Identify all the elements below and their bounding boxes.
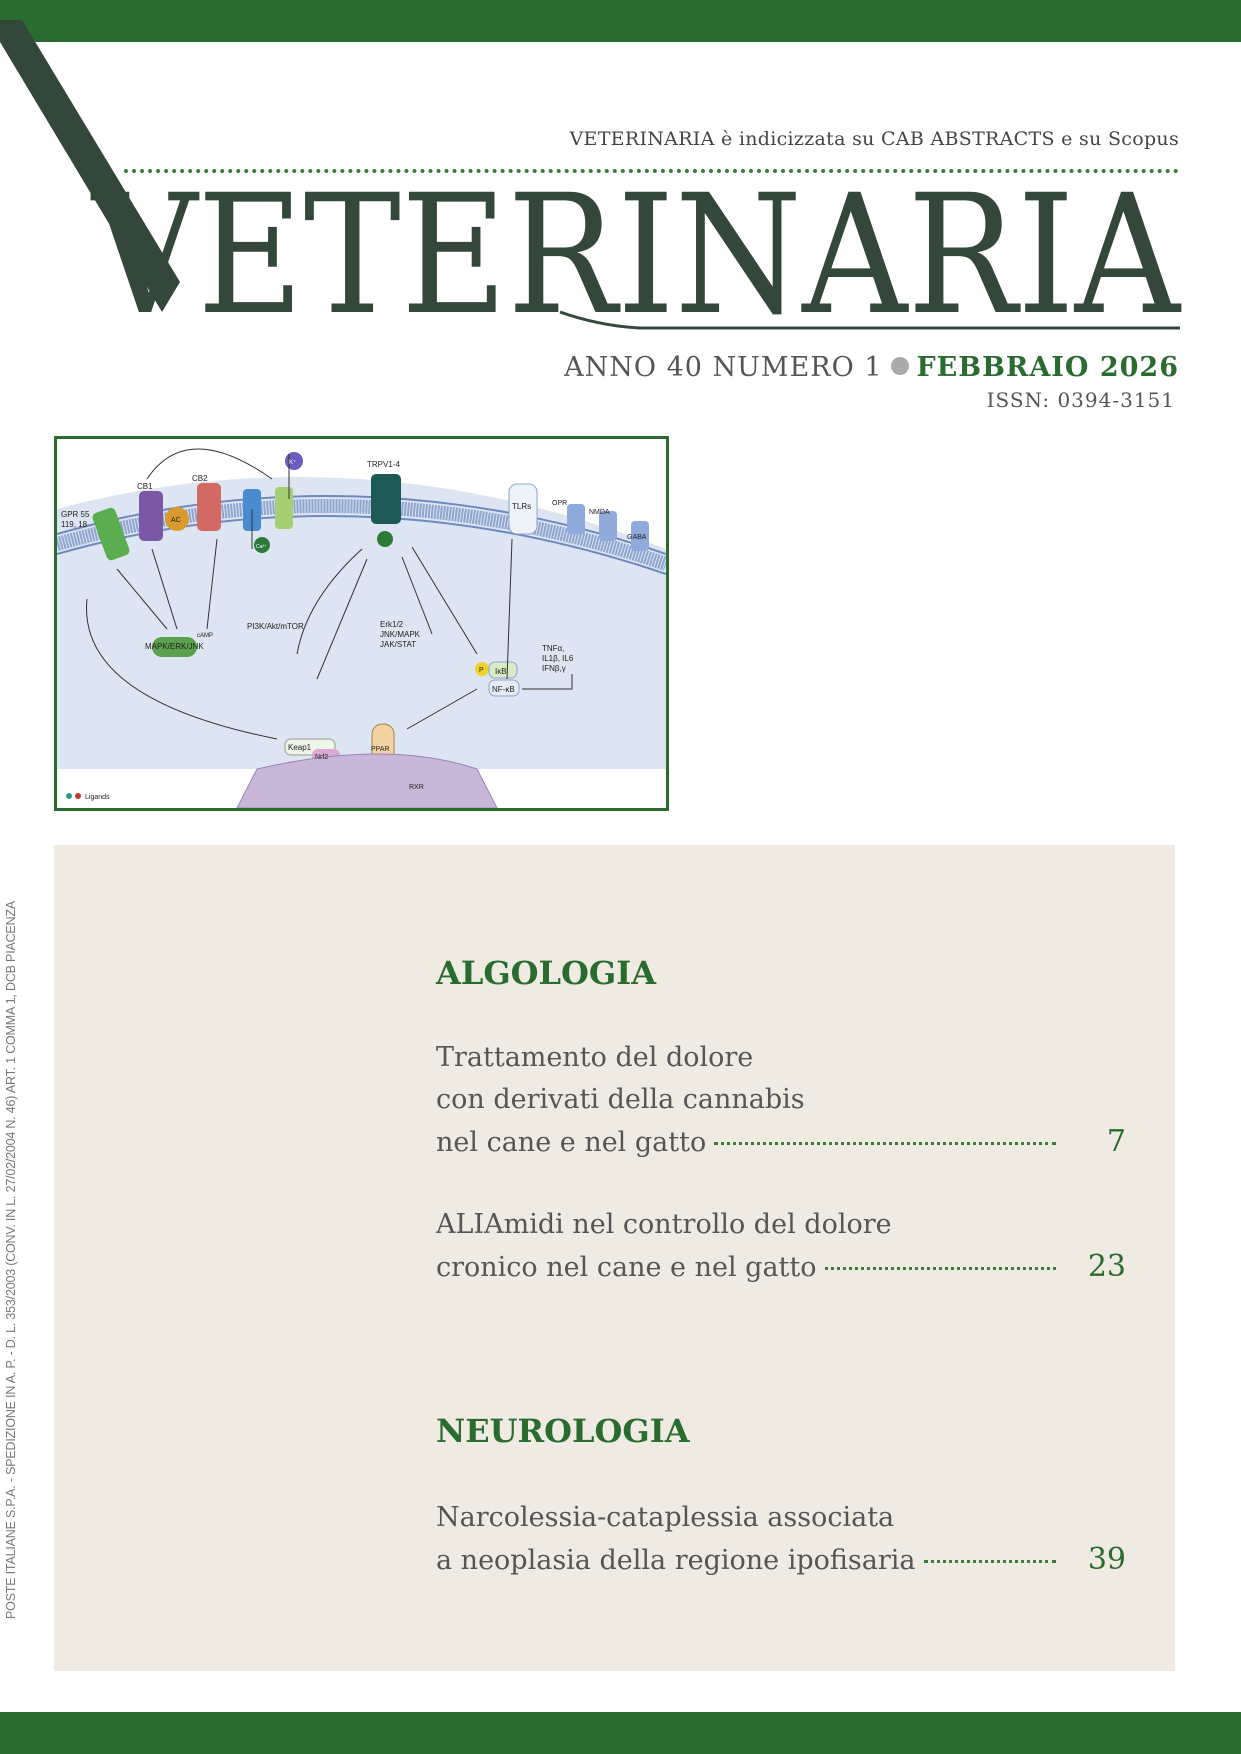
masthead-title: VETERINARIA	[90, 159, 1182, 340]
entry-line: a neoplasia della regione ipofisaria	[436, 1545, 916, 1576]
label-opr: OPR	[552, 500, 568, 507]
entry-line: ALIAmidi nel controllo del dolore	[436, 1209, 892, 1240]
indexing-note: VETERINARIA è indicizzata su CAB ABSTRACTS e su Scopus	[569, 128, 1179, 150]
section-heading-algologia: ALGOLOGIA	[436, 954, 657, 992]
label-ac: AC	[171, 517, 181, 524]
label-gpr2: 119, 18	[61, 520, 88, 529]
label-nrf2: Nrf2	[315, 754, 329, 761]
toc-entry[interactable]	[436, 1204, 1126, 1289]
entry-line: Narcolessia-cataplessia associata	[436, 1502, 895, 1533]
dot-leader	[924, 1560, 1057, 1563]
cover-figure	[54, 436, 669, 811]
entry-line: con derivati della cannabis	[436, 1084, 805, 1115]
label-ppar: PPAR	[371, 746, 390, 753]
dotted-divider	[124, 169, 1179, 173]
label-nfkb: NF-κB	[492, 685, 515, 694]
issue-date: FEBBRAIO 2026	[916, 352, 1179, 383]
label-mapk: MAPK/ERK/JNK	[145, 642, 204, 651]
bottom-bar	[0, 1712, 1241, 1754]
postal-notice: POSTE ITALIANE S.P.A. - SPEDIZIONE IN A. P. - D. L. 353/2003 (CONV. IN L. 27/02/2004 N. 46) ART. 1 COMMA 1, DCB PIACENZA	[4, 901, 18, 1619]
label-rxr: RXR	[409, 784, 424, 791]
label-ligands: Ligands	[85, 794, 110, 801]
page-number: 39	[1087, 1542, 1126, 1577]
masthead-logo	[0, 20, 1241, 340]
label-erk1: Erk1/2	[380, 620, 404, 629]
dot-leader	[714, 1142, 1056, 1145]
label-keap1: Keap1	[288, 743, 312, 752]
label-cb1: CB1	[137, 482, 153, 491]
label-tnf1: TNFα,	[542, 644, 565, 653]
label-p: P	[479, 667, 484, 674]
label-tnf3: IFNβ,γ	[542, 664, 566, 673]
label-gpr: GPR 55	[61, 510, 90, 519]
issue-number: ANNO 40 NUMERO 1	[564, 352, 883, 383]
toc-entry[interactable]	[436, 1037, 1126, 1164]
label-k: K⁺	[289, 460, 297, 466]
label-trpv: TRPV1-4	[367, 460, 400, 469]
entry-line: nel cane e nel gatto	[436, 1127, 707, 1158]
signaling-diagram	[57, 439, 666, 808]
label-erk2: JNK/MAPK	[380, 630, 421, 639]
dot-leader	[825, 1267, 1056, 1270]
bullet-dot	[891, 357, 909, 375]
label-tnf2: IL1β, IL6	[542, 654, 574, 663]
entry-line: Trattamento del dolore	[436, 1042, 754, 1073]
toc-entry[interactable]	[436, 1497, 1126, 1582]
page-number: 7	[1106, 1124, 1126, 1159]
label-nmda: NMDA	[589, 509, 610, 516]
label-tlrs: TLRs	[512, 502, 532, 511]
label-gaba: GABA	[627, 534, 647, 541]
label-erk3: JAK/STAT	[380, 640, 417, 649]
label-cb2: CB2	[192, 474, 208, 483]
label-pi3k: PI3K/Akt/mTOR	[247, 622, 304, 631]
section-heading-neurologia: NEUROLOGIA	[436, 1412, 690, 1450]
page-number: 23	[1087, 1249, 1126, 1284]
issue-line	[564, 352, 1179, 383]
label-ikb: IκB	[495, 667, 507, 676]
label-camp: cAMP	[197, 633, 214, 639]
entry-line: cronico nel cane e nel gatto	[436, 1252, 817, 1283]
label-ca: Ca²⁺	[256, 544, 267, 550]
issn: ISSN: 0394-3151	[986, 388, 1175, 412]
